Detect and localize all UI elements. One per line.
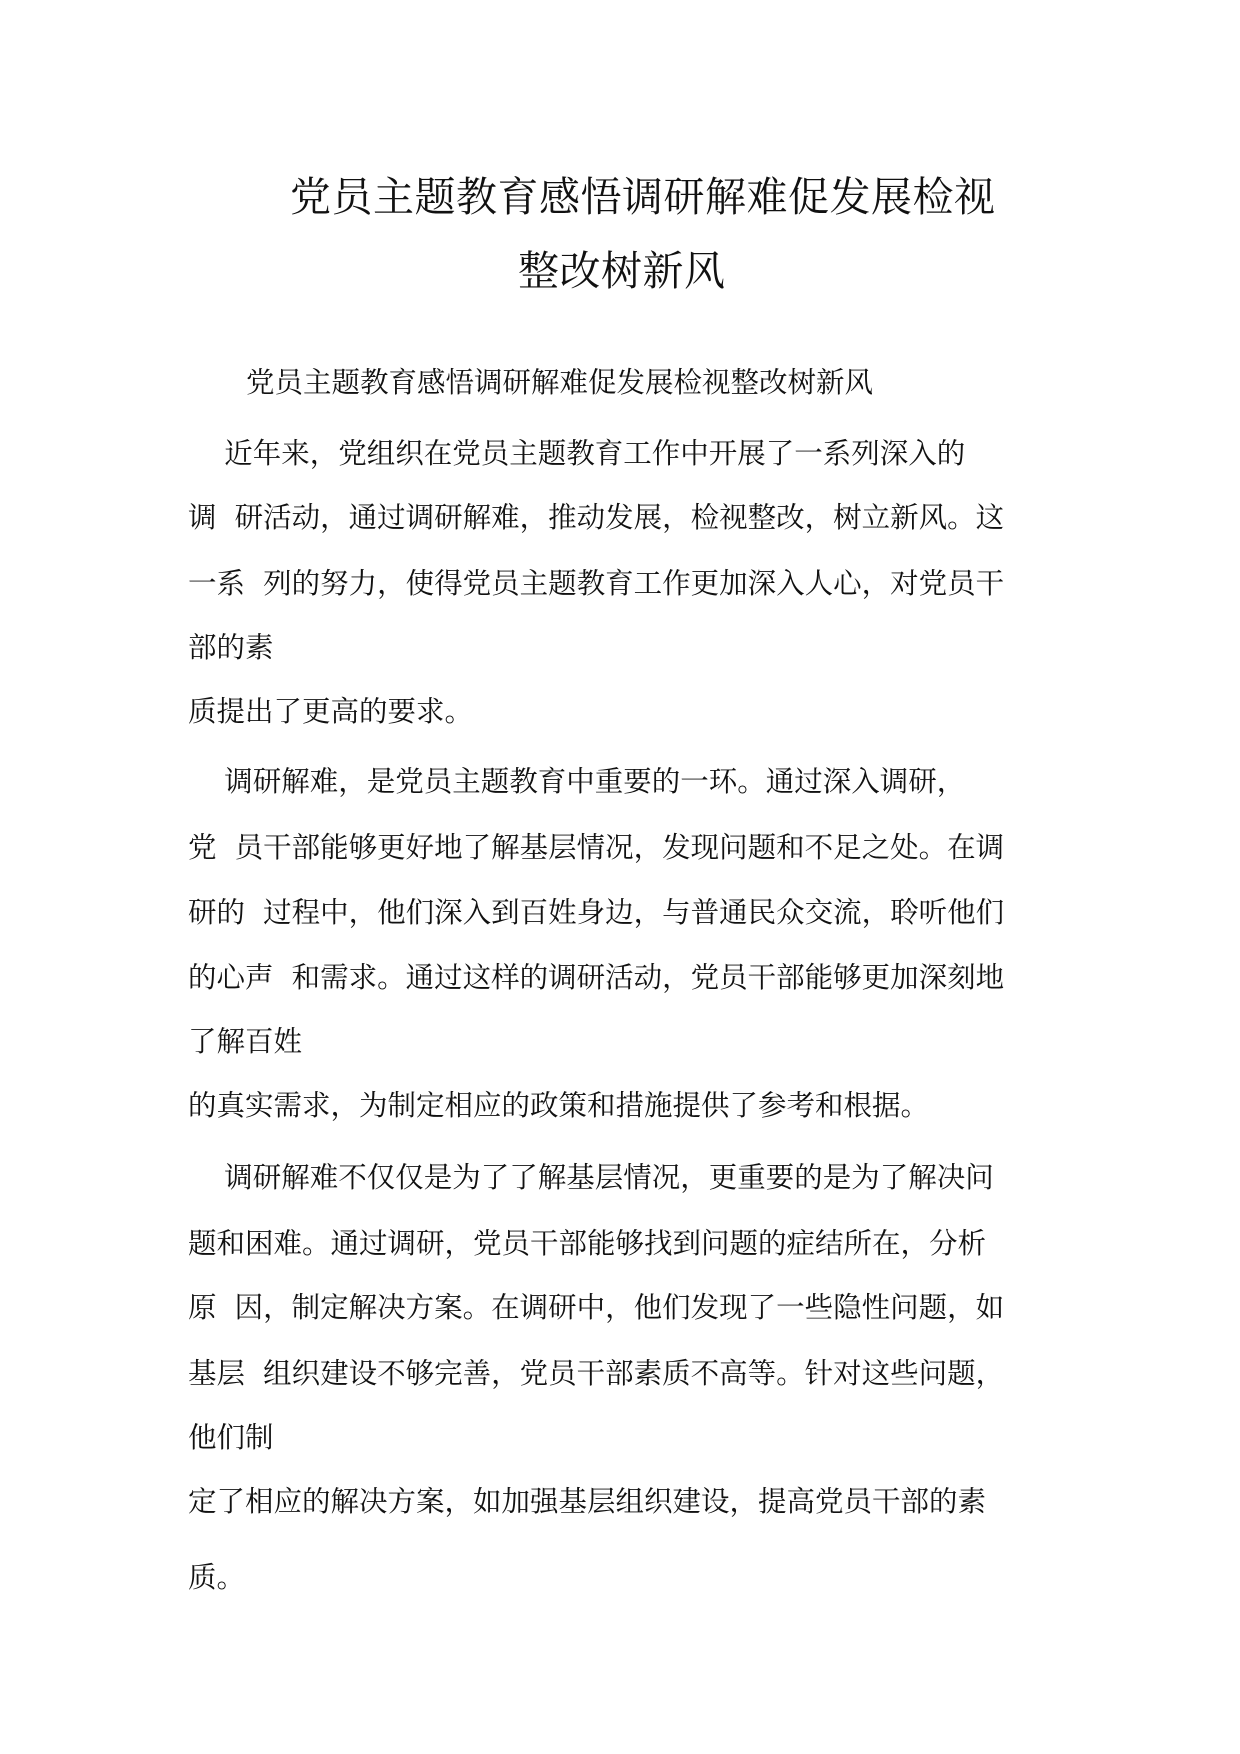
paragraph-2-line-2: 党 员干部能够更好地了解基层情况，发现问题和不足之处。在调 xyxy=(188,831,1005,864)
paragraph-1-line-2: 调 研活动，通过调研解难，推动发展，检视整改，树立新风。这 xyxy=(188,501,1005,534)
paragraph-1-line-5: 质提出了更高的要求。 xyxy=(188,695,474,728)
paragraph-3-line-3: 原 因，制定解决方案。在调研中，他们发现了一些隐性问题，如 xyxy=(188,1291,1005,1324)
paragraph-1-line-4: 部的素 xyxy=(188,631,274,664)
paragraph-2-line-1: 调研解难，是党员主题教育中重要的一环。通过深入调研， xyxy=(188,765,966,798)
paragraph-2-line-3: 研的 过程中，他们深入到百姓身边，与普通民众交流，聆听他们 xyxy=(188,896,1005,929)
paragraph-3-line-1: 调研解难不仅仅是为了了解基层情况，更重要的是为了解决问 xyxy=(188,1161,994,1194)
paragraph-3-line-5: 他们制 xyxy=(188,1421,274,1454)
paragraph-3-line-6: 定了相应的解决方案，如加强基层组织建设，提高党员干部的素 xyxy=(188,1485,987,1518)
title-line-2: 整改树新风 xyxy=(518,247,726,295)
subtitle: 党员主题教育感悟调研解难促发展检视整改树新风 xyxy=(246,366,874,399)
title-line-1: 党员主题教育感悟调研解难促发展检视 xyxy=(290,173,996,221)
paragraph-3-line-7: 质。 xyxy=(188,1561,246,1594)
paragraph-3-line-2: 题和困难。通过调研，党员干部能够找到问题的症结所在，分析 xyxy=(188,1227,987,1260)
paragraph-1-line-1: 近年来，党组织在党员主题教育工作中开展了一系列深入的 xyxy=(188,437,966,470)
paragraph-1-line-3: 一系 列的努力，使得党员主题教育工作更加深入人心，对党员干 xyxy=(188,567,1005,600)
paragraph-3-line-4: 基层 组织建设不够完善，党员干部素质不高等。针对这些问题， xyxy=(188,1357,1005,1390)
paragraph-2-line-4: 的心声 和需求。通过这样的调研活动，党员干部能够更加深刻地 xyxy=(188,961,1005,994)
paragraph-2-line-6: 的真实需求，为制定相应的政策和措施提供了参考和根据。 xyxy=(188,1089,930,1122)
paragraph-2-line-5: 了解百姓 xyxy=(188,1025,303,1058)
